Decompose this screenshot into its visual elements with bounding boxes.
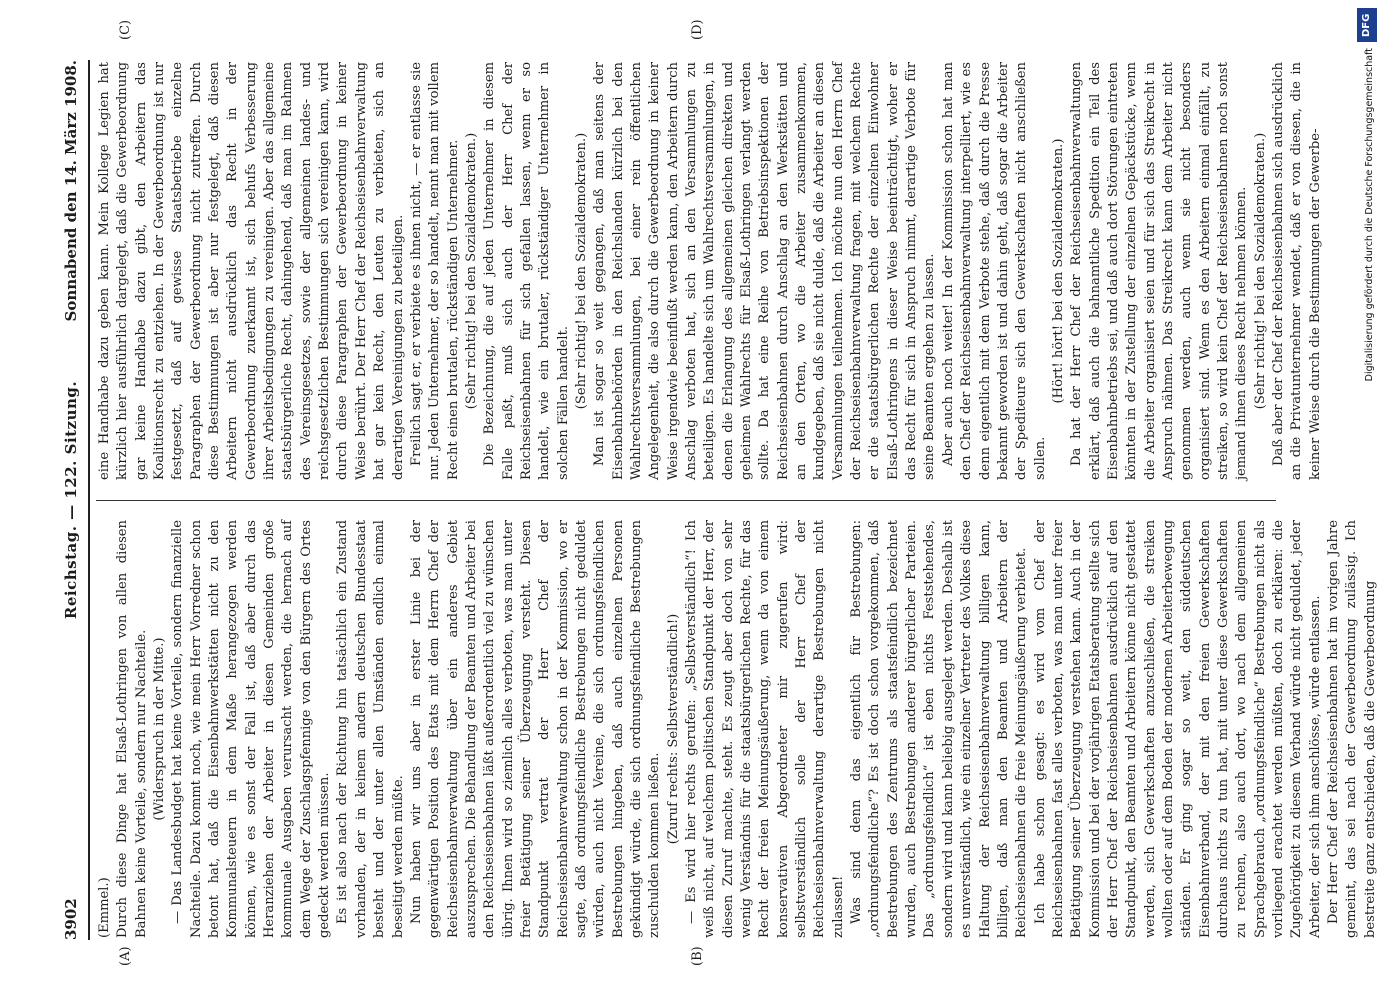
interjection: (Hört! hört! bei den Sozialdemokraten.)	[1050, 138, 1066, 404]
paragraph: (Emmel.)	[97, 877, 112, 938]
margin-marker-c: (C)	[118, 19, 133, 40]
page-header	[62, 60, 88, 940]
paragraph: Da hat der Herr Chef der Reichseisenbahnverwaltungen erklärt, daß auch die bahnamtliche Spedition ein Teil des Eisenbahnbetriebs sei, und daß auch dort Störungen eintreten könnten in der Zustellung der einzelnen Gepäckstücke, wenn die Arbeiter organisiert seien und für sich das Streikrecht in Anspruch nähmen. Das Streikrecht kann dem Arbeiter nicht genommen werden, auch wenn sie nicht besonders organisiert sind. Wenn es den Arbeitern einmal einfällt, zu streiken, so wird kein Chef der Reichseisenbahnen noch sonst jemand ihnen dieses Recht nehmen können.	[1069, 62, 1250, 480]
column-divider	[96, 500, 1276, 501]
paragraph: Daß aber der Chef der Reichseisenbahnen sich ausdrücklich an die Privatunternehmer wendet, daß er von diesen, die in keiner Weise durch die Bestimmungen der Gewerbe-	[1271, 62, 1323, 480]
paragraph: Die Bezeichnung, die auf jeden Unternehmer in diesem Falle paßt, muß sich auch der Herr Chef der Reichseisenbahnen für sich gefallen lassen, wenn er so handelt, wie ein brutaler, rückständiger Unternehmer in solchen Fällen handelt.	[482, 62, 571, 480]
paragraph: Nun haben wir uns aber in erster Linie bei der gegenwärtigen Position des Etats mit dem Herrn Chef der Reichseisenbahnverwaltung über ein anderes Gebiet auszusprechen. Die Behandlung der Beamten und Arbeiter bei den Reichseisenbahnen läßt außerordentlich viel zu wünschen übrig. Ihnen wird so ziemlich alles verboten, was man unter freier Betätigung seiner Überzeugung versteht. Diesen Standpunkt vertrat der Herr Chef der Reichseisenbahnverwaltung schon in der Kommission, wo er sagte, daß ordnungsfeindliche Bestrebungen nicht geduldet würden, auch nicht Vereine, die sich ordnungsfeindlichen Bestrebungen hingeben, daß auch einzelnen Personen gekündigt würde, die sich ordnungsfeindliche Bestrebungen zuschulden kommen ließen.	[408, 520, 663, 938]
paragraph: Durch diese Dinge hat Elsaß-Lothringen von allen diesen Bahnen keine Vorteile, sondern nur Nachteile.	[115, 520, 149, 938]
paragraph: eine Handhabe dazu geben kann. Mein Kollege Legien hat kürzlich hier ausführlich dargelegt, daß die Gewerbeordnung gar keine Handhabe dazu gibt, den Arbeitern das Koalitionsrecht zu entziehen. In der Gewerbeordnung ist nur festgesetzt, daß auf gewisse Staatsbetriebe einzelne Paragraphen der Gewerbeordnung nicht zutreffen. Durch diese Bestimmungen ist aber nur festgelegt, daß diesen Arbeitern nicht ausdrücklich das Recht in der Gewerbeordnung zuerkannt ist, sich behufs Verbesserung ihrer Arbeitsbedingungen zu vereinigen. Aber das allgemeine staatsbürgerliche Recht, dahingehend, daß man im Rahmen des Vereinsgesetzes, sowie der allgemeinen landes- und reichsgesetzlichen Bestimmungen sich vereinigen kann, wird durch diese Paragraphen der Gewerbeordnung in keiner Weise berührt. Der Herr Chef der Reichseisenbahnverwaltung hat gar kein Recht, den Leuten zu verbieten, sich an derartigen Vereinigungen zu beteiligen.	[97, 62, 406, 480]
margin-marker-a: (A)	[118, 946, 133, 966]
digitization-credit	[1355, 8, 1377, 1008]
interjection: (Sehr richtig! bei den Sozialdemokraten.)	[573, 132, 589, 410]
right-column	[96, 62, 1323, 480]
paragraph: — Das Landesbudget hat keine Vorteile, sondern finanzielle Nachteile. Dazu kommt noch, wie mein Herr Vorredner schon betont hat, daß die Eisenbahnwerkstätten nicht zu den Kommunalsteuern in dem Maße herangezogen werden können, wie es sonst der Fall ist, daß aber durch das Heranziehen der Arbeiter in diesen Gemeinden große kommunale Ausgaben verursacht werden, die hernach auf dem Wege der Zuschlagspfennige von den Bürgern des Ortes gedeckt werden müssen.	[170, 520, 333, 938]
interjection: (Zuruf rechts: Selbstverständlich!)	[665, 613, 681, 845]
paragraph: Freilich sagt er, er verbiete es ihnen nicht, — er entlasse sie nur. Jeden Unternehmer, der so handelt, nennt man mit vollem Recht einen brutalen, rückständigen Unternehmer.	[408, 62, 461, 480]
paragraph: Aber auch noch weiter! In der Kommission schon hat man den Chef der Reichseisenbahnverwaltung interpelliert, wie es denn eigentlich mit dem Verbote stehe, daß durch die Presse bekannt geworden ist und dahin geht, daß sogar die Arbeiter der Spediteure sich den Gewerkschaften nicht anschließen sollen.	[940, 62, 1048, 480]
margin-marker-b: (B)	[690, 946, 705, 966]
margin-marker-d: (D)	[690, 19, 705, 40]
header-rule	[88, 60, 90, 940]
credit-text: Digitalisierung gefördert durch die Deutsche Forschungsgemeinschaft	[1364, 48, 1375, 382]
session-date: Sonnabend den 14. März 1908.	[62, 60, 80, 322]
paragraph: Der Herr Chef der Reichseisenbahnen hat im vorigen Jahre gemeint, das sei nach der Gewerbeordnung zulässig. Ich bestreite ganz entschieden, daß die Gewerbeordnung	[1326, 520, 1378, 938]
dfg-logo: DFG	[1357, 8, 1377, 42]
paragraph: Man ist sogar so weit gegangen, daß man seitens der Eisenbahnbehörden in den Reichslanden kürzlich bei den Wahlrechtsversammlungen, bei einer rein öffentlichen Angelegenheit, die also durch die Gewerbeordnung in keiner Weise irgendwie beeinflußt werden kann, den Arbeitern durch Anschlag verboten hat, sich an den Versammlungen zu beteiligen. Es handelte sich um Wahlrechtsversammlungen, in denen die Erlangung des allgemeinen gleichen direkten und geheimen Wahlrechts für Elsaß-Lothringen verlangt werden sollte. Da hat eine Reihe von Betriebsinspektionen der Reichseisenbahnen durch Anschlag an den Werkstätten und an den Orten, wo die Arbeiter zusammenkommen, kundgegeben, daß sie nicht dulde, daß die Arbeiter an diesen Versammlungen teilnehmen. Ich möchte nun den Herrn Chef der Reichseisenbahnverwaltung fragen, mit welchem Rechte er die staatsbürgerlichen Rechte der einzelnen Einwohner Elsaß-Lothringens in dieser Weise beeinträchtigt, woher er das Recht für sich in Anspruch nimmt, derartige Verbote für seine Beamten ergehen zu lassen.	[592, 62, 938, 480]
paragraph: Ich habe schon gesagt: es wird vom Chef der Reichseisenbahnen fast alles verboten, was man unter freier Betätigung seiner Überzeugung verstehen kann. Auch in der Kommission und bei der vorjährigen Etatsberatung stellte sich der Herr Chef der Reichseisenbahnen ausdrücklich auf den Standpunkt, den Beamten und Arbeitern könne nicht gestattet werden, sich Gewerkschaften anzuschließen, die streiken wollten oder auf dem Boden der modernen Arbeiterbewegung ständen. Er ging sogar so weit, den süddeutschen Eisenbahnverband, der mit den freien Gewerkschaften durchaus nichts zu tun hat, mit unter diese Gewerkschaften zu rechnen, also auch dort, wo nach dem allgemeinen Sprachgebrauch „ordnungsfeindliche“ Bestrebungen nicht als vorliegend erachtet werden müßten, doch zu erklären: die Zugehörigkeit zu diesem Verband würde nicht geduldet, jeder Arbeiter, der sich ihm anschlösse, würde entlassen.	[1032, 520, 1323, 938]
paragraph: — Es wird hier rechts gerufen: „Selbstverständlich“! Ich weiß nicht, auf welchem politischen Standpunkt der Herr, der diesen Zuruf machte, steht. Es zeugt aber doch von sehr wenig Verständnis für die staatsbürgerlichen Rechte, für das Recht der freien Meinungsäußerung, wenn da von einem konservativen Abgeordneter mir zugerufen wird: selbstverständlich solle der Herr Chef der Reichseisenbahnverwaltung derartige Bestrebungen nicht zulassen!	[684, 520, 846, 938]
interjection: (Sehr richtig! bei den Sozialdemokraten.)	[1252, 132, 1268, 410]
paragraph: Es ist also nach der Richtung hin tatsächlich ein Zustand vorhanden, der in keinem andern deutschen Bundesstaat besteht und der unter allen Umständen endlich einmal beseitigt werden müßte.	[335, 520, 406, 938]
interjection: (Sehr richtig! bei den Sozialdemokraten.)	[463, 132, 479, 410]
left-column	[96, 520, 1378, 938]
page-title: Reichstag. — 122. Sitzung.	[62, 380, 80, 620]
page-number: 3902	[62, 898, 80, 940]
interjection: (Widerspruch in der Mitte.)	[152, 637, 168, 821]
paragraph: Was sind denn das eigentlich für Bestrebungen: „ordnungsfeindliche“? Es ist doch schon vorgekommen, daß Bestrebungen des Zentrums als staatsfeindlich bezeichnet wurden, auch Bestrebungen anderer bürgerlicher Parteien. Das „ordnungsfeindlich“ ist eben nichts Feststehendes, sondern wird und kann beliebig ausgelegt werden. Deshalb ist es unverständlich, wie ein einzelner Vertreter des Volkes diese Haltung der Reichseisenbahnverwaltung billigen kann, billigen, daß man den Beamten und Arbeitern der Reichseisenbahnen die freie Meinungsäußerung verbietet.	[849, 520, 1030, 938]
